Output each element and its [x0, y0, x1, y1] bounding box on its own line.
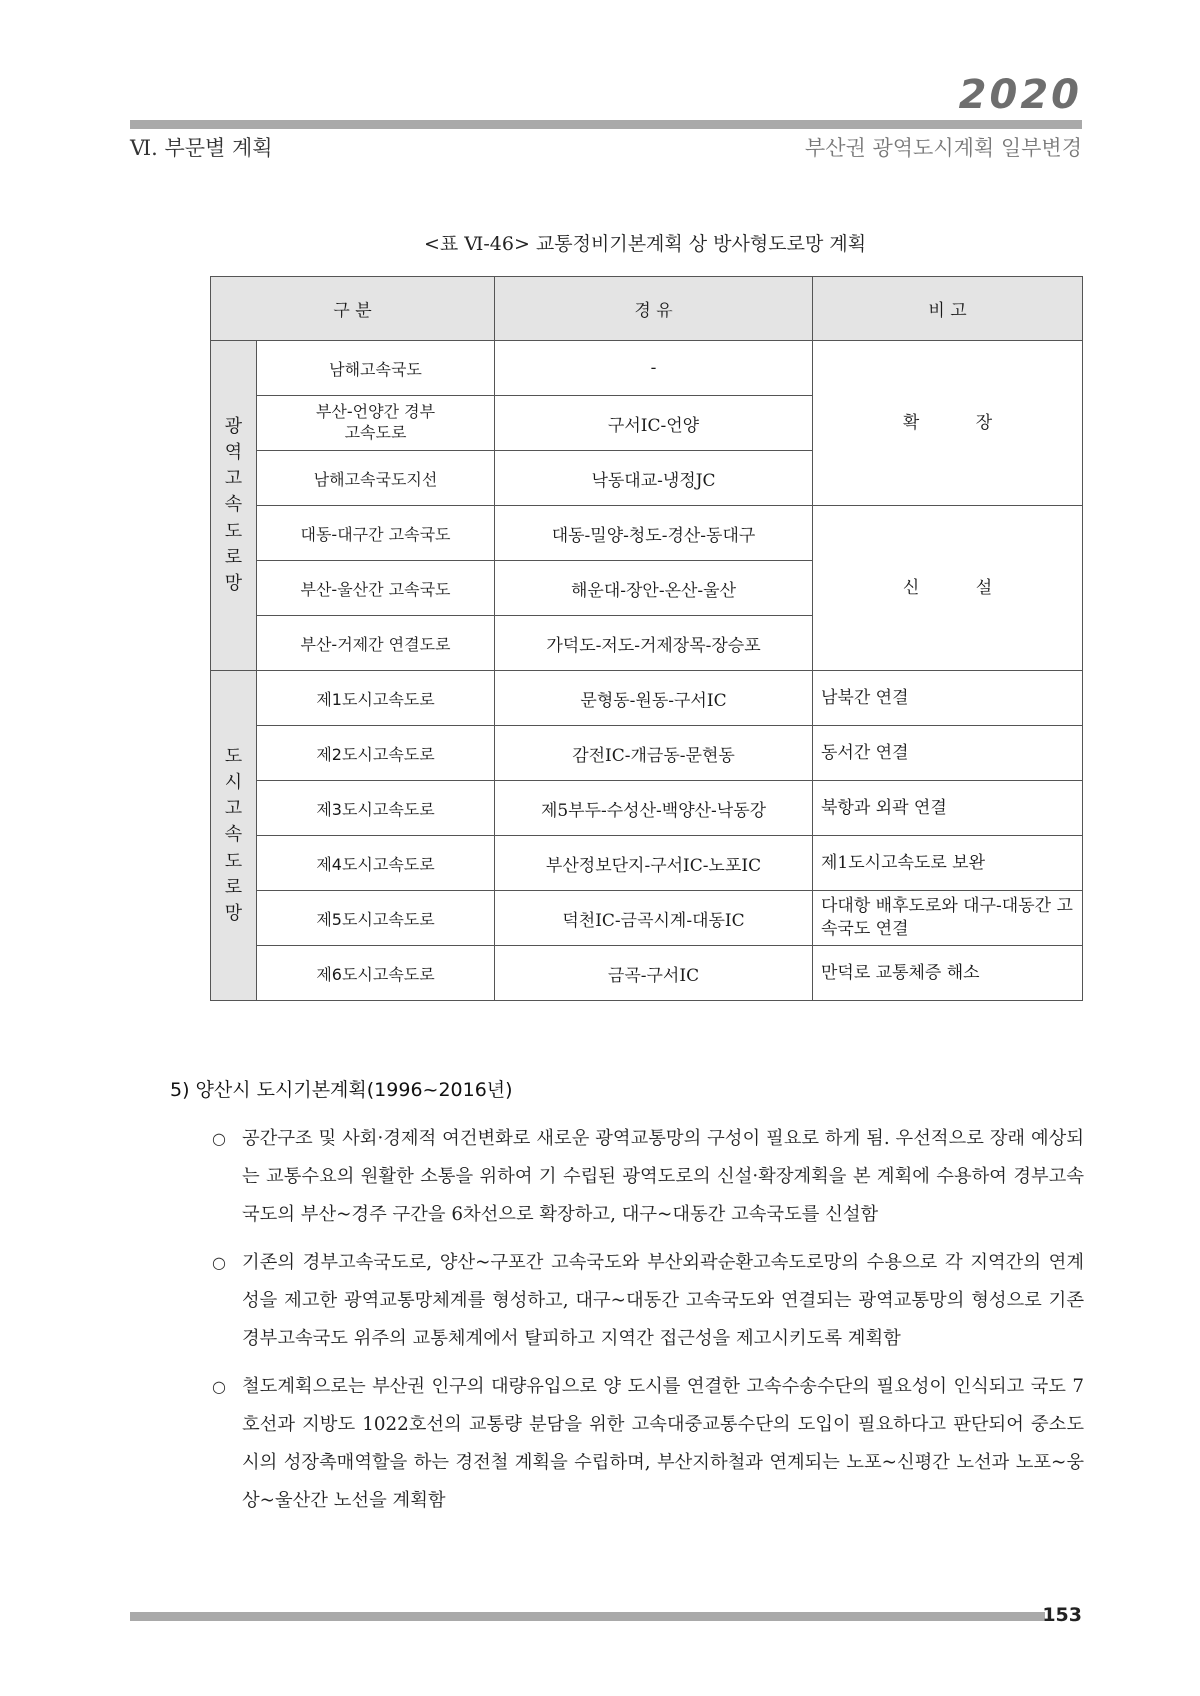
- group-label-text: 도시고속도로망: [224, 746, 243, 924]
- road-route: 금곡-구서IC: [495, 946, 813, 1001]
- table-header-row: [211, 277, 1083, 341]
- section-label: Ⅵ. 부문별 계획: [130, 136, 273, 160]
- road-name: 제3도시고속도로: [257, 781, 495, 836]
- road-route: 가덕도-저도-거제장목-장승포: [495, 616, 813, 671]
- road-name: [257, 396, 495, 451]
- road-name: 제4도시고속도로: [257, 836, 495, 891]
- bullet-paragraph: [208, 1368, 1084, 1520]
- header-route: 경 유: [495, 277, 813, 341]
- road-note: 다대항 배후도로와 대구-대동간 고속국도 연결: [813, 891, 1083, 946]
- road-route: 구서IC-언양: [495, 396, 813, 451]
- header-rule: [130, 120, 1082, 129]
- bullet-paragraph: [208, 1244, 1084, 1358]
- road-name: 부산-울산간 고속국도: [257, 561, 495, 616]
- road-note: 남북간 연결: [813, 671, 1083, 726]
- bullet-mark: ○: [212, 1129, 226, 1148]
- header-category: 구 분: [211, 277, 495, 341]
- table-row: [211, 671, 1083, 726]
- road-route: 낙동대교-냉정JC: [495, 451, 813, 506]
- road-route: 덕천IC-금곡시계-대동IC: [495, 891, 813, 946]
- table-row: [211, 341, 1083, 396]
- footer-rule: [130, 1612, 1045, 1621]
- note-new: 신 설: [813, 506, 1083, 671]
- bullet-paragraph: [208, 1120, 1084, 1234]
- road-name-text: 부산-언양간 경부고속도로: [315, 402, 436, 442]
- road-name: 남해고속국도지선: [257, 451, 495, 506]
- road-note: 제1도시고속도로 보완: [813, 836, 1083, 891]
- road-name: 부산-거제간 연결도로: [257, 616, 495, 671]
- group-label-text: 광역고속도로망: [224, 416, 243, 594]
- road-route: 제5부두-수성산-백양산-낙동강: [495, 781, 813, 836]
- road-route: -: [495, 341, 813, 396]
- road-name: 제5도시고속도로: [257, 891, 495, 946]
- group-label-regional: [211, 341, 257, 671]
- road-name: 제6도시고속도로: [257, 946, 495, 1001]
- paragraph-text: 철도계획으로는 부산권 인구의 대량유입으로 양 도시를 연결한 고속수송수단의 필요성이 인식되고 국도 7호선과 지방도 1022호선의 교통량 분담을 위한 고속대중교통수단의 도입이 필요하다고 판단되어 중소도시의 성장촉매역할을 하는 경전철 계획을 수립하며, 부산지하철과 연계되는 노포~신평간 노선과 노포~웅상~울산간 노선을 계획함: [242, 1376, 1084, 1511]
- paragraph-text: 공간구조 및 사회·경제적 여건변화로 새로운 광역교통망의 구성이 필요로 하게 됨. 우선적으로 장래 예상되는 교통수요의 원활한 소통을 위하여 기 수립된 광역도로의 신설·확장계획을 본 계획에 수용하여 경부고속국도의 부산~경주 구간을 6차선으로 확장하고, 대구~대동간 고속국도를 신설함: [242, 1128, 1084, 1225]
- header-note: 비 고: [813, 277, 1083, 341]
- section-heading: 5) 양산시 도시기본계획(1996~2016년): [170, 1079, 513, 1101]
- document-year: 2020: [958, 72, 1082, 118]
- table-row: [211, 836, 1083, 891]
- bullet-mark: ○: [212, 1253, 226, 1272]
- table-row: [211, 506, 1083, 561]
- road-route: 문형동-원동-구서IC: [495, 671, 813, 726]
- road-name: 제1도시고속도로: [257, 671, 495, 726]
- page-number: 153: [1042, 1604, 1082, 1626]
- bullet-list: [208, 1120, 1084, 1530]
- table-row: [211, 726, 1083, 781]
- table-row: [211, 891, 1083, 946]
- paragraph-text: 기존의 경부고속국도로, 양산~구포간 고속국도와 부산외곽순환고속도로망의 수용으로 각 지역간의 연계성을 제고한 광역교통망체계를 형성하고, 대구~대동간 고속국도와 연결되는 광역교통망의 형성으로 기존 경부고속국도 위주의 교통체계에서 탈피하고 지역간 접근성을 제고시키도록 계획함: [242, 1252, 1084, 1349]
- radial-road-plan-table: [210, 276, 1083, 1001]
- road-route: 감전IC-개금동-문현동: [495, 726, 813, 781]
- table-row: [211, 781, 1083, 836]
- note-expand: 확 장: [813, 341, 1083, 506]
- table-caption: <표 Ⅵ-46> 교통정비기본계획 상 방사형도로망 계획: [423, 233, 867, 255]
- road-route: 대동-밀양-청도-경산-동대구: [495, 506, 813, 561]
- group-label-urban: [211, 671, 257, 1001]
- table-row: [211, 946, 1083, 1001]
- road-route: 해운대-장안-온산-울산: [495, 561, 813, 616]
- road-note: 동서간 연결: [813, 726, 1083, 781]
- bullet-mark: ○: [212, 1377, 226, 1396]
- road-name: 대동-대구간 고속국도: [257, 506, 495, 561]
- road-note: 북항과 외곽 연결: [813, 781, 1083, 836]
- road-name: 남해고속국도: [257, 341, 495, 396]
- road-note: 만덕로 교통체증 해소: [813, 946, 1083, 1001]
- road-route: 부산정보단지-구서IC-노포IC: [495, 836, 813, 891]
- road-name: 제2도시고속도로: [257, 726, 495, 781]
- plan-title: 부산권 광역도시계획 일부변경: [804, 136, 1082, 160]
